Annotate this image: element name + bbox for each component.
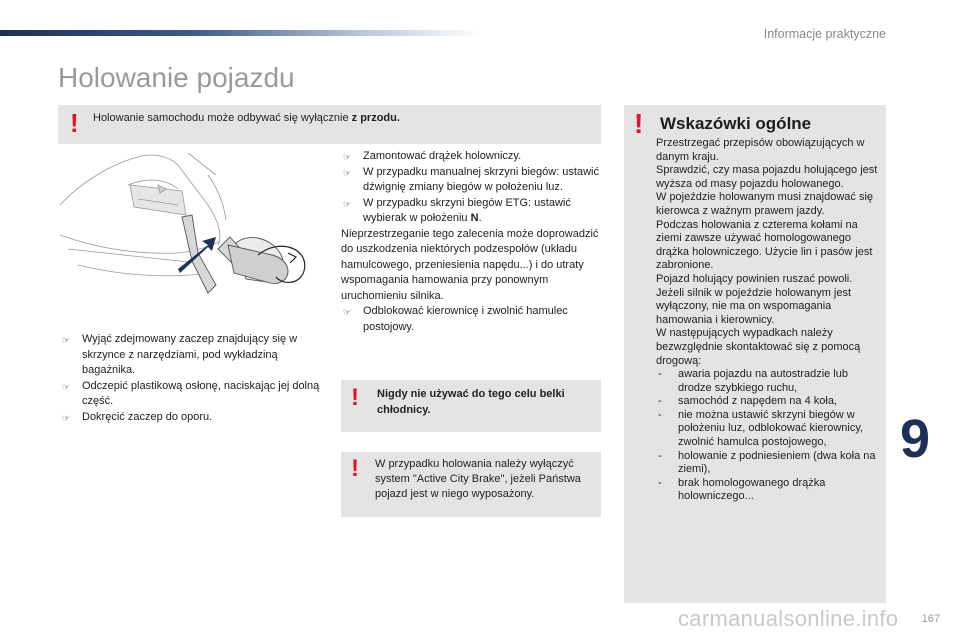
gear-position-n: N <box>470 212 479 224</box>
general-tips-heading: Wskazówki ogólne <box>660 114 812 133</box>
step-text: Odczepić plastikową osłonę, naciskając jej dolną część. <box>82 379 320 407</box>
tip-text: Pojazd holujący powinien ruszać powoli. <box>656 272 853 285</box>
bullet-arrow-icon: ☞ <box>343 307 352 317</box>
warning-radiator-text: Nigdy nie używać do tego celu belki chłodnicy. <box>377 388 565 416</box>
list-item <box>656 395 882 409</box>
general-tips-body <box>656 137 882 504</box>
bullet-arrow-icon: ☞ <box>343 198 352 209</box>
warning-acb-text: W przypadku holowania należy wyłączyć system "Active City Brake", jeżeli Państwa pojazd jest w niego wyposażony. <box>375 458 581 500</box>
list-item <box>341 165 603 196</box>
page-number: 167 <box>921 613 940 625</box>
list-item <box>341 304 603 335</box>
bullet-arrow-icon: ☞ <box>62 381 71 392</box>
tip-text: Jeżeli silnik w pojeździe holowanym jest wyłączony, nie ma on wspomagania hamowania i kierownicy. <box>656 286 852 326</box>
list-item <box>656 450 882 477</box>
list-item <box>656 368 882 395</box>
tip-text: W pojeździe holowanym musi znajdować się kierowca z ważnym prawem jazdy. <box>656 191 874 217</box>
chapter-number: 9 <box>900 409 931 469</box>
step-text: Odblokować kierownicę i zwolnić hamulec postojowy. <box>363 305 568 333</box>
list-item <box>60 379 322 410</box>
page-title: Holowanie pojazdu <box>58 62 295 93</box>
list-item <box>60 410 322 426</box>
header-color-bar <box>0 30 480 36</box>
step-text-end: . <box>478 212 482 224</box>
case-text: brak homologowanego drążka holowniczego... <box>678 476 826 503</box>
dash-bullet: - <box>658 368 662 381</box>
step-text: Dokręcić zaczep do oporu. <box>82 410 213 423</box>
exclamation-icon: ! <box>351 384 359 411</box>
bullet-arrow-icon: ☞ <box>343 152 352 162</box>
tip-text: Przestrzegać przepisów obowiązujących w danym kraju. <box>656 137 865 163</box>
dash-bullet: - <box>658 408 662 421</box>
bullet-arrow-icon: ☞ <box>62 412 71 423</box>
list-item <box>656 409 882 450</box>
tow-hook-illustration <box>58 145 320 310</box>
warning-front-text <box>93 112 400 124</box>
dash-bullet: - <box>658 476 662 489</box>
step-text: Wyjąć zdejmowany zaczep znajdujący się w skrzynce z narzędziami, pod wykładziną bagażnika. <box>82 333 298 376</box>
warning-front-only <box>58 105 601 144</box>
damage-note: Nieprzestrzeganie tego zalecenia może doprowadzić do uszkodzenia niektórych podzespołów (układu hamulcowego, przeniesienia napędu...) i do utraty wspomagania hamowania przy ponownym uruchomieniu silnika. <box>341 227 599 302</box>
warning-front-plain: Holowanie samochodu może odbywać się wyłącznie <box>93 112 352 124</box>
tip-text: Podczas holowania z czterema kołami na ziemi zawsze używać homologowanego drążka holowniczego. Użycie lin i pasów jest zabronione. <box>656 218 873 272</box>
exclamation-icon: ! <box>351 455 359 482</box>
general-tips-box <box>624 105 886 603</box>
step-text: W przypadku skrzyni biegów ETG: ustawić wybierak w położeniu <box>363 196 571 224</box>
list-item <box>341 196 603 227</box>
dash-bullet: - <box>658 449 662 462</box>
step-text: W przypadku manualnej skrzyni biegów: ustawić dźwignię zmiany biegów w położeniu luz. <box>363 165 599 193</box>
case-text: samochód z napędem na 4 koła, <box>678 395 837 408</box>
warning-radiator-beam <box>341 380 601 432</box>
tip-text: W następujących wypadkach należy bezwzględnie skontaktować się z pomocą drogową: <box>656 327 861 367</box>
list-item <box>656 477 882 504</box>
warning-front-bold: z przodu. <box>351 112 400 124</box>
case-text: holowanie z podniesieniem (dwa koła na ziemi), <box>678 449 876 476</box>
exclamation-icon: ! <box>70 108 79 138</box>
section-label: Informacje praktyczne <box>763 27 886 41</box>
watermark: carmanualsonline.info <box>678 606 899 631</box>
list-item <box>60 332 322 379</box>
list-item <box>341 149 603 165</box>
warning-active-city-brake <box>341 452 601 517</box>
step-text: Zamontować drążek holowniczy. <box>363 150 522 162</box>
exclamation-icon: ! <box>634 108 644 139</box>
tip-text: Sprawdzić, czy masa pojazdu holującego jest wyższa od masy pojazdu holowanego. <box>656 164 878 190</box>
left-steps-list <box>60 332 322 425</box>
case-text: awaria pojazdu na autostradzie lub drodze szybkiego ruchu, <box>678 368 849 394</box>
mid-steps-list <box>341 149 603 335</box>
dash-bullet: - <box>658 395 662 408</box>
bullet-arrow-icon: ☞ <box>343 167 352 178</box>
bullet-arrow-icon: ☞ <box>62 335 71 345</box>
case-text: nie można ustawić skrzyni biegów w położeniu luz, odblokować kierownicy, zwolnić hamulca postojowego, <box>678 408 864 449</box>
